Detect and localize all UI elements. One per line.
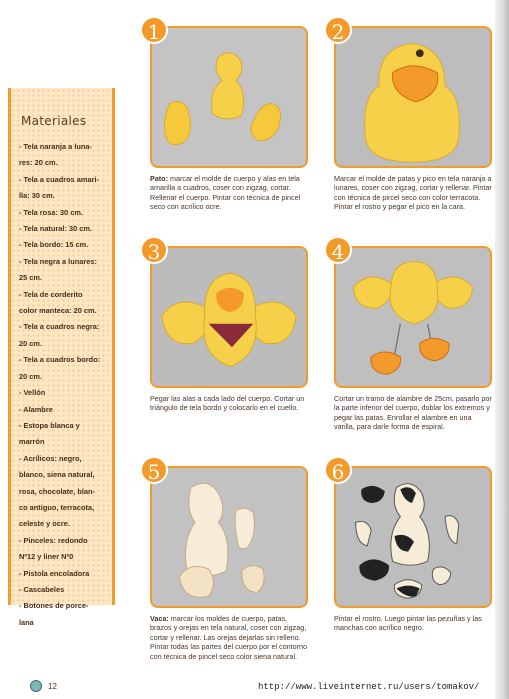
step-3-caption — [150, 394, 308, 413]
material-item: - Cascabeles — [19, 584, 65, 594]
material-item: color manteca: 20 cm. — [19, 306, 97, 316]
material-item: - Tela a cuadros bordo: — [19, 355, 101, 365]
material-item: - Tela natural: 30 cm. — [19, 224, 92, 234]
step-6-photo — [334, 466, 492, 608]
material-item: 20 cm. — [19, 371, 43, 381]
step-number-badge: 1 — [140, 16, 168, 44]
material-item: rosa, chocolate, blan- — [19, 486, 95, 496]
material-item: marrón — [19, 437, 45, 447]
material-item: lana — [19, 617, 34, 627]
material-item: 20 cm. — [19, 338, 43, 348]
material-item: co antiguo, terracota, — [19, 502, 95, 512]
material-item: Nº12 y liner Nº0 — [19, 552, 74, 562]
step-number-badge: 5 — [140, 456, 168, 484]
materials-title: Materiales — [21, 114, 87, 128]
step-1-photo — [150, 26, 308, 168]
page-badge-icon — [30, 680, 42, 692]
material-item: res: 20 cm. — [19, 158, 58, 168]
duck-wings-illustration — [152, 248, 306, 386]
step-number-badge: 2 — [324, 16, 352, 44]
step-5-photo — [150, 466, 308, 608]
cow-pieces-illustration — [152, 468, 306, 606]
duck-beak-illustration — [336, 28, 490, 166]
material-item: - Estopa blanca y — [19, 420, 80, 430]
step-2-photo — [334, 26, 492, 168]
step-text: Marcar el molde de patas y pico en tela naranja a lunares, coser con zigzag, cortar y rellenar. Pintar con técnica de pircel seco con color terracota. Pintar el rostro y pegar el pico en la cara. — [334, 174, 492, 212]
material-item: - Tela a cuadros amari- — [19, 174, 99, 184]
material-item: - Tela bordo: 15 cm. — [19, 240, 89, 250]
step-5-caption — [150, 614, 308, 661]
material-item: - Botones de porce- — [19, 601, 89, 611]
step-4-photo — [334, 246, 492, 388]
material-item: - Pinceles: redondo — [19, 535, 88, 545]
source-url: http://www.liveinternet.ru/users/tomakov/ — [258, 682, 480, 692]
step-number-badge: 4 — [324, 236, 352, 264]
step-text: marcar el molde de cuerpo y alas en tela amarilla a cuadros, coser con zigzag, cortar. Rellenar el cuerpo. Pintar con técnica de pincel seco con acrílico ocre. — [150, 174, 301, 212]
step-number-badge: 6 — [324, 456, 352, 484]
material-item: 25 cm. — [19, 273, 43, 283]
material-item: - Tela naranja a luna- — [19, 142, 92, 151]
material-item: - Vellón — [19, 388, 46, 398]
step-3-photo — [150, 246, 308, 388]
material-item: - Tela rosa: 30 cm. — [19, 207, 83, 217]
material-item: - Pistola encoladora — [19, 568, 90, 578]
material-item: - Alambre — [19, 404, 53, 414]
page-number: 12 — [48, 682, 57, 691]
step-text: Pegar las alas a cada lado del cuerpo. Cortar un triángulo de tela bordo y colocarlo en el cuello. — [150, 394, 305, 413]
material-item: - Tela negra a lunares: — [19, 256, 97, 266]
material-item: celeste y ocre. — [19, 519, 70, 529]
cow-painted-illustration — [336, 468, 490, 606]
material-item: blanco, siena natural, — [19, 470, 95, 480]
material-item: - Tela a cuadros negra: — [19, 322, 100, 332]
material-item: - Tela de corderito — [19, 289, 83, 299]
step-lead: Vaca: — [150, 614, 169, 623]
duck-pieces-illustration — [152, 28, 306, 166]
materials-panel — [8, 88, 115, 627]
step-6-caption — [334, 614, 492, 633]
step-2-caption — [334, 174, 492, 212]
step-text: Pintar el rostro. Luego pintar las pezuñas y las manchas con acrílico negro. — [334, 614, 482, 633]
step-number-badge: 3 — [140, 236, 168, 264]
step-1-caption — [150, 174, 308, 212]
step-text: marcar los moldes de cuerpo, patas, brazos y orejas en tela natural, coser con zigzag, cortar y rellenar. Las orejas dejarlas sin relleno. Pintar todas las partes del cuerpo por el contorno con técnica de pincel seco color siena natural. — [150, 614, 308, 661]
material-item: lla: 30 cm. — [19, 191, 55, 201]
materials-list — [19, 139, 114, 631]
step-text: Cortar un tramo de alambre de 25cm, pasarlo por la parte inferior del cuerpo, doblar los extremos y pegar las patas. Enrollar el alambre en una varilla, para darle forma de espiral. — [334, 394, 492, 432]
step-lead: Pato: — [150, 174, 168, 183]
page-binding-shadow — [495, 0, 509, 699]
step-4-caption — [334, 394, 492, 432]
duck-legs-illustration — [336, 248, 490, 386]
material-item: - Acrílicos: negro, — [19, 453, 82, 463]
